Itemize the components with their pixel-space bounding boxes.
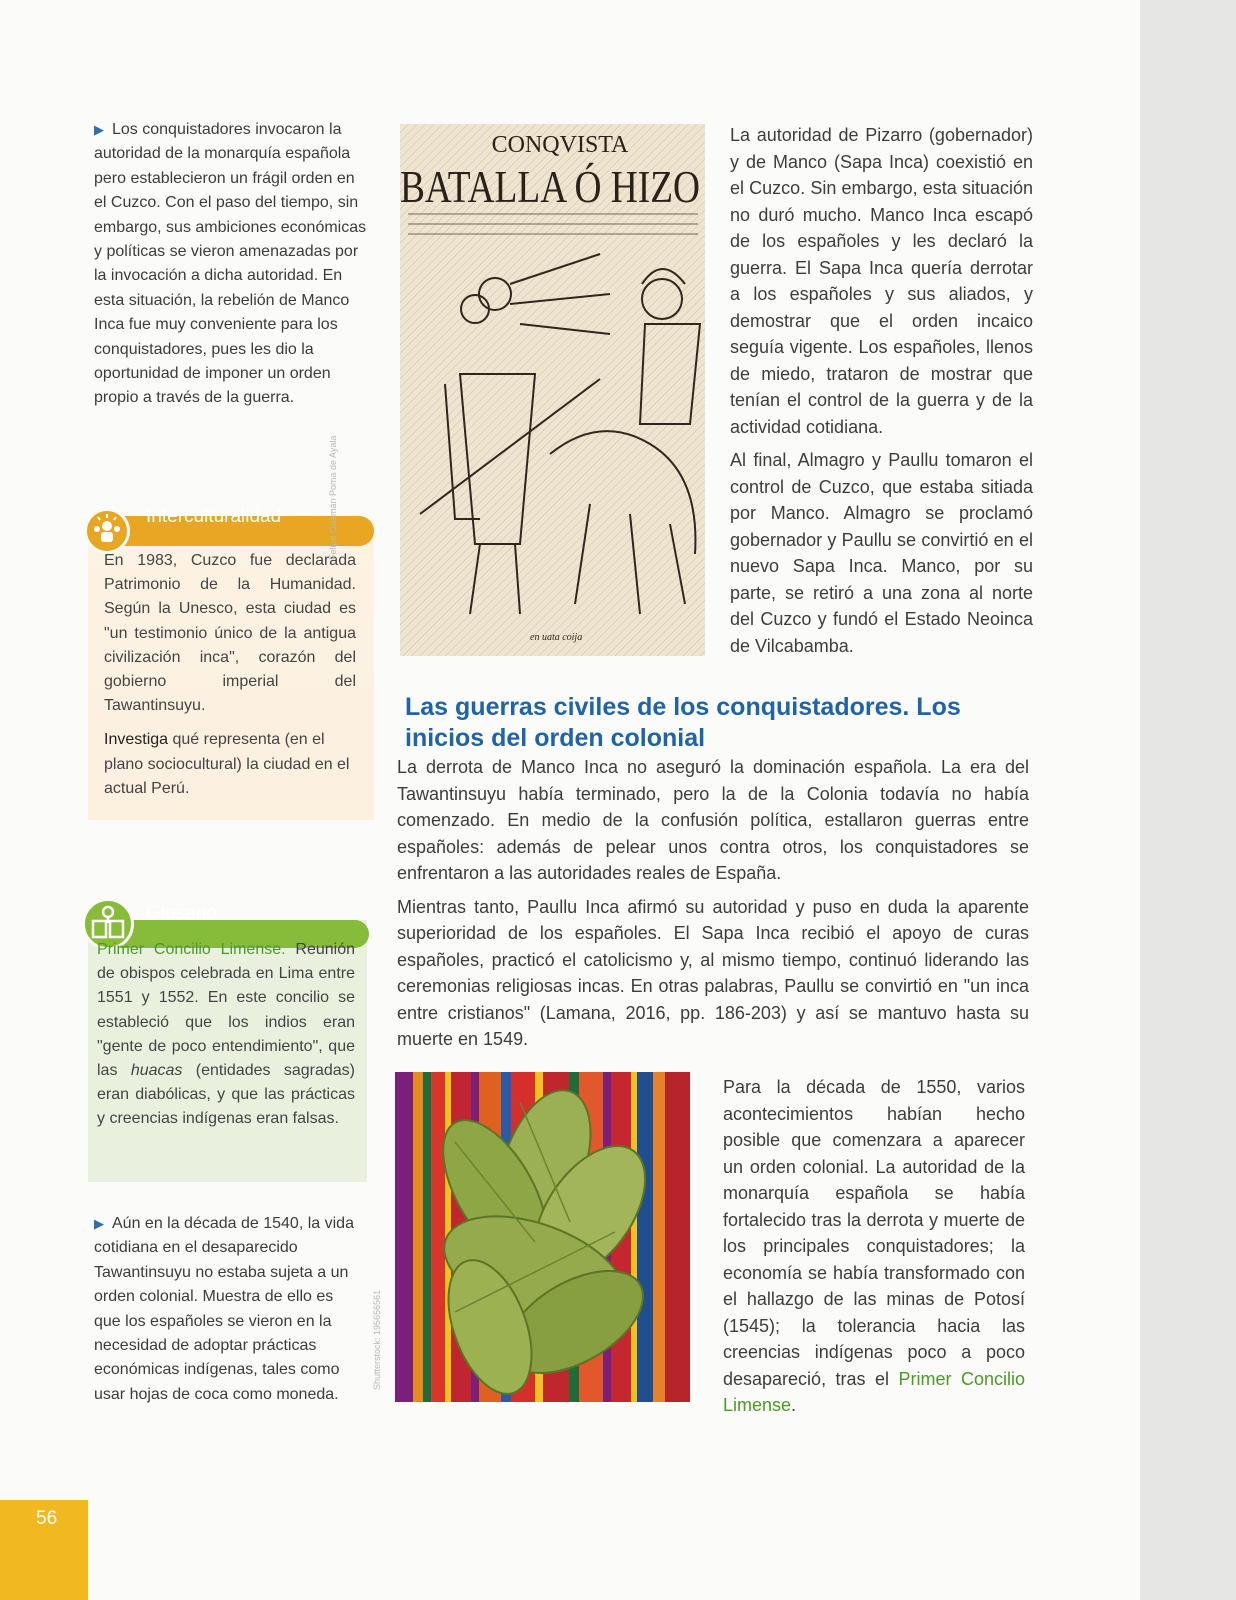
investiga-label: Investiga <box>104 731 169 749</box>
drawing-credit: Felipe Guamán Poma de Ayala <box>328 435 338 560</box>
page-number: 56 <box>36 1508 58 1529</box>
investiga-text: qué representa (en el plano sociocultural) la ciudad en el actual Perú. <box>104 731 350 797</box>
glosario-term: Primer Concilio Limense. <box>97 941 286 958</box>
right-column <box>730 122 1033 666</box>
paragraph-1: La derrota de Manco Inca no aseguró la dominación española. La era del Tawantinsuyu había terminado, pero la de la Colonia todavía no había comenzado. En medio de la confusión política, estallaron guerras entre españoles: además de pelear unos contra otros, los conquistadores se enfrentaron a las autoridades reales de España. <box>397 757 1029 883</box>
side-note-text: Aún en la década de 1540, la vida cotidiana en el desaparecido Tawantinsuyu no estaba sujeta a un orden colonial. Muestra de ello es que los españoles se vieron en la necesidad de adoptar prácticas económicas indígenas, tales como usar hojas de coca como moneda. <box>94 1215 354 1403</box>
photo-credit: Shutterstock: 195656561 <box>372 1289 382 1390</box>
investiga-paragraph <box>104 728 356 801</box>
paragraph-3 <box>723 1074 1025 1419</box>
right-column-paragraph-1: La autoridad de Pizarro (gobernador) y de Manco (Sapa Inca) coexistió en el Cuzco. Sin embargo, esta situación no duró mucho. Manco Inca escapó de los españoles y les declaró la guerra. El Sapa Inca quería derrotar a los españoles y sus aliados, y demostrar que el orden incaico seguía vigente. Los españoles, llenos de miedo, trataron de mostrar que tenían el control de la guerra y de la actividad cotidiana. <box>730 125 1033 437</box>
drawing-heading-main: BATALLA Ó HIZO <box>400 161 700 212</box>
concilio-link[interactable]: Primer Concilio Limense <box>723 1368 1025 1415</box>
people-icon <box>84 508 130 554</box>
glosario-def-1: Reunión de obispos celebrada en Lima entre 1551 y 1552. En este concilio se estableció que los indios eran "gente de poco entendimiento", que las <box>97 941 355 1080</box>
glosario-title: Glosario <box>146 903 217 924</box>
interculturalidad-body <box>104 549 356 811</box>
side-note-text: Los conquistadores invocaron la autoridad de la monarquía española pero establecieron un frágil orden en el Cuzco. Con el paso del tiempo, sin embargo, sus ambiciones económicas y políticas se vieron amenazadas por la invocación a dicha autoridad. En esta situación, la rebelión de Manco Inca fue muy conveniente para los conquistadores, pues les dio la oportunidad de imponer un orden propio a través de la guerra. <box>94 121 367 407</box>
section-title: Las guerras civiles de los conquistadores. Los inicios del orden colonial <box>405 693 961 752</box>
drawing-caption: en uata coija <box>530 632 583 643</box>
main-text <box>397 754 1029 1060</box>
page-margin <box>1140 0 1236 1600</box>
paragraph-2: Mientras tanto, Paullu Inca afirmó su autoridad y puso en duda la aparente superioridad de los españoles. El Sapa Inca recibió el apoyo de curas españoles, practicó el catolicismo y, al mismo tiempo, continuó liderando las ceremonias religiosas incas. En otras palabras, Paullu se convirtió en "un inca entre cristianos" (Lamana, 2016, pp. 186-203) y así se mantuvo hasta su muerte en 1549. <box>397 896 1029 1049</box>
interculturalidad-text: En 1983, Cuzco fue declarada Patrimonio de la Humanidad. Según la Unesco, esta ciudad es "un testimonio único de la antigua civilización inca", corazón del gobierno imperial del Tawantinsuyu. <box>104 552 356 715</box>
side-note-coca <box>94 1212 364 1407</box>
paragraph-3-text: Para la década de 1550, varios acontecimientos habían hecho posible que comenzara a aparecer un orden colonial. La autoridad de la monarquía española se había fortalecido tras la derrota y muerte de los principales conquistadores; la economía se había transformado con el hallazgo de las minas de Potosí (1545); la tolerancia hacia las creencias indígenas poco a poco desapareció, tras el <box>723 1077 1025 1389</box>
coca-leaves-photo <box>395 1072 690 1402</box>
paragraph-3-block <box>723 1074 1025 1426</box>
paragraph-3-end: . <box>791 1395 797 1415</box>
drawing-heading-top: CONQVISTA <box>491 132 629 158</box>
conquista-drawing <box>400 124 705 656</box>
glosario-def-2: (entidades sagradas) eran diabólicas, y que las prácticas y creencias indígenas eran falsas. <box>97 1062 355 1128</box>
glosario-body <box>97 938 355 1142</box>
arrow-bullet-icon: ▶ <box>94 1216 104 1231</box>
interculturalidad-title: Interculturalidad <box>146 506 282 527</box>
glosario-def-italic: huacas <box>130 1062 183 1080</box>
arrow-bullet-icon: ▶ <box>94 122 104 137</box>
right-column-paragraph-2: Al final, Almagro y Paullu tomaron el control de Cuzco, que estaba sitiada por Manco. Almagro se proclamó gobernador y Paullu se convirtió en el nuevo Sapa Inca. Manco, por su parte, se retiró a una zona al norte del Cuzco y fundó el Estado Neoinca de Vilcabamba. <box>730 450 1033 656</box>
